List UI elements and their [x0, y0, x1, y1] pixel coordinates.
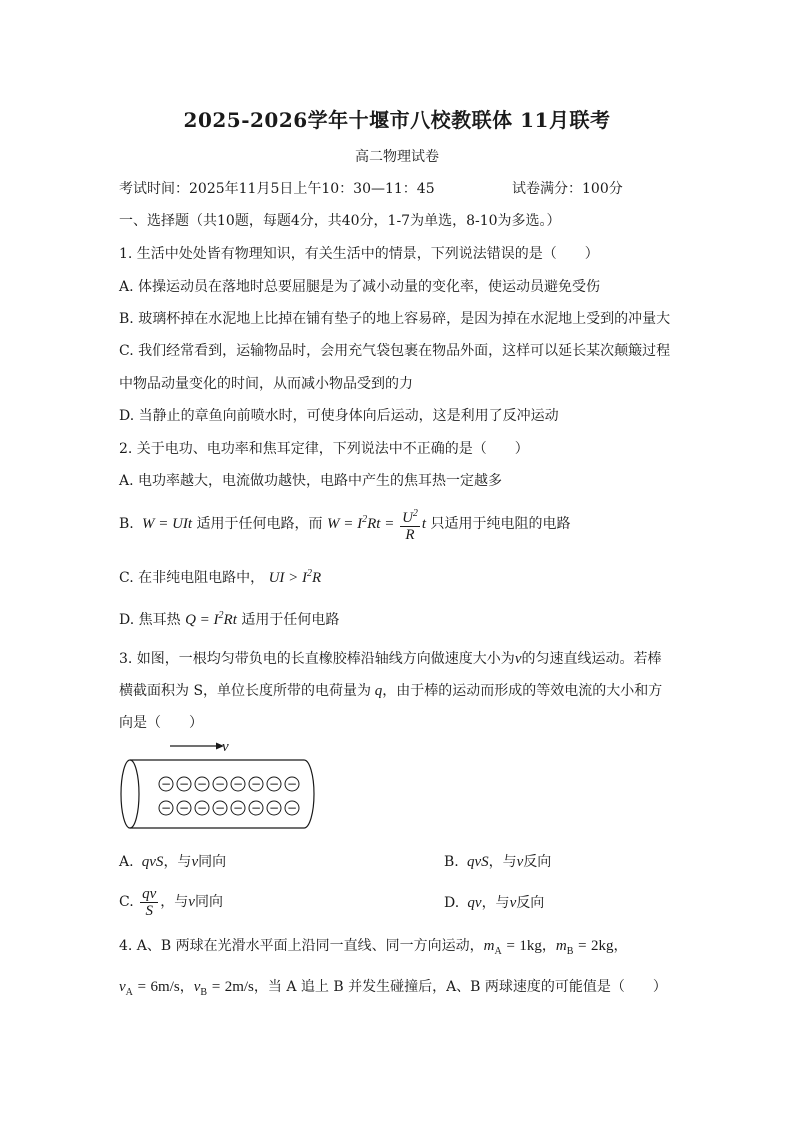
q4-line1-text: 4. A、B 两球在光滑水平面上沿同一直线、同一方向运动，	[119, 938, 484, 954]
velocity-label: v	[222, 739, 229, 755]
svg-text:−: −	[268, 777, 280, 791]
negative-charge	[159, 777, 173, 791]
negative-charge	[249, 777, 263, 791]
q2-option-b-text1: 适用于任何电路，而	[196, 515, 323, 532]
q3-option-a-text2: 同向	[198, 854, 227, 870]
q2-stem: 2. 关于电功、电功率和焦耳定律，下列说法中不正确的是（ ）	[119, 441, 529, 457]
svg-text:−: −	[232, 777, 244, 791]
q2-option-b-label: B.	[119, 515, 134, 532]
q3-option-a	[119, 851, 226, 871]
svg-text:−: −	[250, 777, 262, 791]
q3-line2b-text: ，由于棒的运动而形成的等效电流的大小和方	[382, 683, 663, 699]
full-score: 试卷满分：100分	[512, 181, 623, 197]
var-v: v	[509, 895, 517, 911]
var-v: v	[516, 854, 524, 870]
q3-line1-text: 3. 如图，一根均匀带负电的长直橡胶棒沿轴线方向做速度大小为	[119, 651, 515, 667]
negative-charge	[195, 777, 209, 791]
formula-ui-gt-i2r: UI > $I^2R$	[268, 568, 322, 586]
exam-time: 考试时间：2025年11月5日上午10：30—11：45	[119, 181, 435, 197]
var-v: v	[191, 854, 199, 870]
rod-cylinder	[121, 760, 314, 828]
q3-option-a-text: ，与	[163, 854, 192, 870]
q4-line1: 4. A、B 两球在光滑水平面上沿同一直线、同一方向运动，$m_A = 1kg$，$m_B = 2kg$，	[119, 938, 628, 957]
svg-text:−: −	[214, 801, 226, 815]
svg-text:−: −	[178, 801, 190, 815]
svg-text:−: −	[178, 777, 190, 791]
q3-line2a-text: 横截面积为 S，单位长度所带的电荷量为	[119, 683, 372, 699]
q1-option-c-line1: C. 我们经常看到，运输物品时，会用充气袋包裹在物品外面，这样可以延长某次颠簸过程	[119, 343, 671, 359]
svg-text:−: −	[286, 777, 298, 791]
q3-option-b-label: B.	[444, 854, 459, 870]
q3-line2	[119, 680, 662, 700]
q3-option-d-text2: 反向	[516, 895, 545, 911]
q1-stem: 1. 生活中处处皆有物理知识，有关生活中的情景，下列说法错误的是（ ）	[119, 246, 599, 262]
svg-text:−: −	[268, 801, 280, 815]
q2-option-c-label: C. 在非纯电阻电路中，	[119, 570, 265, 586]
section-heading: 一、选择题（共10题，每题4分，共40分，1-7为单选，8-10为多选。）	[119, 213, 561, 229]
exam-subtitle: 高二物理试卷	[355, 149, 439, 165]
svg-text:−: −	[286, 801, 298, 815]
formula-ma: $m_A = 1kg$	[483, 938, 542, 957]
rod-diagram	[118, 738, 318, 838]
q3-line3: 向是（ ）	[119, 715, 203, 731]
q2-option-d	[119, 609, 339, 629]
svg-text:−: −	[214, 777, 226, 791]
q2-option-d-text: 适用于任何电路	[241, 612, 340, 628]
formula-q-i2rt: $Q = I^2Rt$	[185, 610, 237, 628]
q3-option-d-label: D.	[444, 895, 460, 911]
q3-option-c-text: ，与	[160, 893, 189, 910]
negative-charge	[177, 777, 191, 791]
q3-line1b-text: 的匀速直线运动。若棒	[521, 651, 662, 667]
q3-option-c	[119, 886, 223, 919]
formula-qvs: qvS	[463, 854, 489, 870]
charged-rod-figure	[118, 738, 318, 842]
q2-option-a: A. 电功率越大，电流做功越快，电路中产生的焦耳热一定越多	[119, 473, 503, 489]
q2-option-d-label: D. 焦耳热	[119, 612, 181, 628]
formula-qv: qv	[463, 895, 482, 911]
q1-option-c-line2: 中物品动量变化的时间，从而减小物品受到的力	[119, 376, 413, 392]
exam-title: 2025-2026学年十堰市八校教联体 11月联考	[183, 108, 611, 132]
q3-option-b-text: ，与	[488, 854, 517, 870]
negative-charge	[267, 777, 281, 791]
q3-option-b	[444, 851, 551, 871]
q3-option-b-text2: 反向	[523, 854, 552, 870]
q3-option-a-label: A.	[119, 854, 134, 870]
q1-option-d: D. 当静止的章鱼向前喷水时，可使身体向后运动，这是利用了反冲运动	[119, 408, 559, 424]
negative-charge	[231, 801, 245, 815]
negative-charge	[249, 801, 263, 815]
q3-option-c-text2: 同向	[194, 893, 223, 910]
formula-qvs: qvS	[138, 854, 164, 870]
q3-option-c-label: C.	[119, 893, 134, 910]
var-q: q	[371, 683, 383, 699]
negative-charge	[195, 801, 209, 815]
negative-charges	[159, 777, 299, 815]
q3-line1	[119, 648, 661, 668]
q2-option-c	[119, 567, 321, 587]
negative-charge	[159, 801, 173, 815]
formula-w-uit: W = UIt	[138, 515, 193, 532]
q3-option-d	[444, 892, 544, 912]
negative-charge	[213, 801, 227, 815]
negative-charge	[285, 777, 299, 791]
svg-text:−: −	[160, 777, 172, 791]
q4-line2-text: ，当 A 追上 B 并发生碰撞后，A、B 两球速度的可能值是（ ）	[253, 979, 667, 995]
svg-text:−: −	[160, 801, 172, 815]
svg-text:−: −	[196, 777, 208, 791]
negative-charge	[231, 777, 245, 791]
velocity-arrow	[170, 743, 224, 750]
svg-text:−: −	[250, 801, 262, 815]
formula-w-i2rt: $W = I^2Rt$ = $\frac{U^2}{R}$ t	[326, 508, 427, 543]
q2-option-b-text2: 只适用于纯电阻的电路	[430, 515, 571, 532]
q1-option-a: A. 体操运动员在落地时总要屈腿是为了减小动量的变化率，使运动员避免受伤	[119, 279, 601, 295]
var-v: v	[188, 893, 195, 910]
negative-charge	[285, 801, 299, 815]
formula-qv-over-s: $\frac{qv}{S}$	[142, 886, 157, 919]
negative-charge	[213, 777, 227, 791]
q3-option-d-text: ，与	[481, 895, 510, 911]
formula-mb: $m_B = 2kg$	[555, 938, 614, 957]
var-v: v	[514, 651, 522, 667]
q2-option-b	[119, 506, 571, 543]
formula-va: $v_A = 6m/s$	[119, 979, 180, 998]
negative-charge	[267, 801, 281, 815]
q1-option-b: B. 玻璃杯掉在水泥地上比掉在铺有垫子的地上容易碎，是因为掉在水泥地上受到的冲量大	[119, 311, 671, 327]
negative-charge	[177, 801, 191, 815]
svg-text:−: −	[232, 801, 244, 815]
q4-line2: $v_A = 6m/s$，$v_B = 2m/s$，当 A 追上 B 并发生碰撞后，A、B 两球速度的可能值是（ ）	[119, 979, 667, 998]
svg-text:−: −	[196, 801, 208, 815]
formula-vb: $v_B = 2m/s$	[193, 979, 254, 998]
